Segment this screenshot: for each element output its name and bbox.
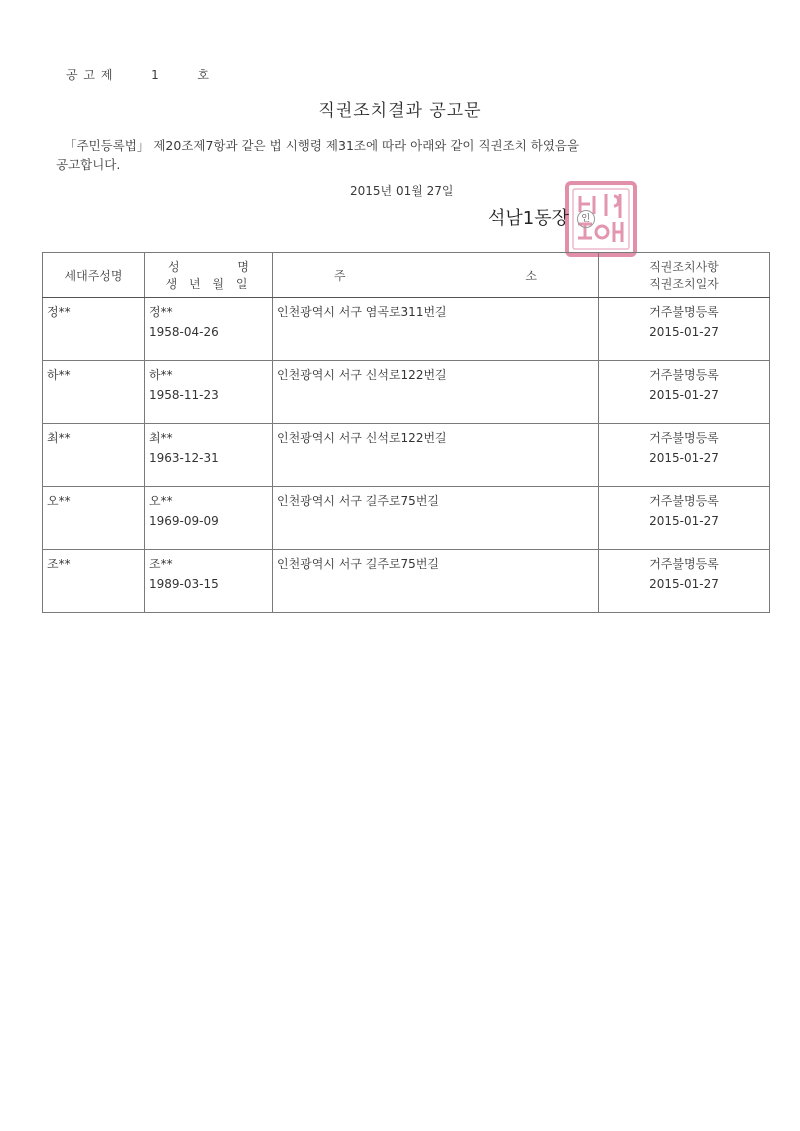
notice-body-line-2: 공고합니다.: [56, 157, 121, 172]
row-action-type: 거주불명등록: [649, 305, 719, 319]
row-action-type: 거주불명등록: [649, 431, 719, 445]
header-name-birth: [145, 253, 273, 298]
row-address: 인천광역시 서구 신석로122번길: [273, 424, 599, 487]
signer-title: 석남1동장: [488, 208, 570, 229]
row-address: 인천광역시 서구 길주로75번길: [273, 550, 599, 613]
notice-number-value: 1: [151, 68, 160, 82]
document-title: 직권조치결과 공고문: [318, 101, 482, 121]
header-action: [599, 253, 770, 298]
row-action: [599, 487, 770, 550]
header-action-bottom: 직권조치일자: [649, 277, 719, 291]
row-action-date: 2015-01-27: [649, 514, 719, 528]
row-action: [599, 424, 770, 487]
row-name-birth: [145, 424, 273, 487]
notice-number-suffix: 호: [197, 68, 210, 82]
row-name: 하**: [149, 368, 173, 382]
header-address-left: 주: [334, 268, 346, 283]
notice-body-line-1: 「주민등록법」 제20조제7항과 같은 법 시행령 제31조에 따라 아래와 같이 직권조치 하였음을: [64, 138, 580, 153]
row-action-date: 2015-01-27: [649, 577, 719, 591]
header-birth: 생 년 월 일: [165, 277, 252, 291]
table-row: [43, 550, 770, 613]
row-birth: 1969-09-09: [149, 514, 219, 528]
table-header-row: [43, 253, 770, 298]
records-table: [42, 252, 770, 613]
header-name-left: 성: [168, 260, 180, 274]
row-householder: 최**: [43, 424, 145, 487]
row-action-type: 거주불명등록: [649, 557, 719, 571]
row-address: 인천광역시 서구 길주로75번길: [273, 487, 599, 550]
row-name: 오**: [149, 494, 173, 508]
notice-body: [56, 136, 756, 174]
header-action-top: 직권조치사항: [649, 260, 719, 274]
row-action: [599, 550, 770, 613]
row-name: 정**: [149, 305, 173, 319]
row-name-birth: [145, 361, 273, 424]
row-name-birth: [145, 487, 273, 550]
row-name: 조**: [149, 557, 173, 571]
row-birth: 1989-03-15: [149, 577, 219, 591]
header-name-right: 명: [237, 260, 249, 274]
row-action: [599, 361, 770, 424]
row-action-date: 2015-01-27: [649, 388, 719, 402]
table-row: [43, 487, 770, 550]
signer-mark: 인: [577, 210, 595, 228]
row-birth: 1963-12-31: [149, 451, 219, 465]
row-address: 인천광역시 서구 염곡로311번길: [273, 298, 599, 361]
notice-number-prefix: 공 고 제: [66, 68, 114, 82]
row-name: 최**: [149, 431, 173, 445]
row-householder: 조**: [43, 550, 145, 613]
row-householder: 하**: [43, 361, 145, 424]
table-row: [43, 424, 770, 487]
header-address: [273, 253, 599, 298]
row-birth: 1958-11-23: [149, 388, 219, 402]
row-householder: 오**: [43, 487, 145, 550]
row-birth: 1958-04-26: [149, 325, 219, 339]
row-name-birth: [145, 298, 273, 361]
table-row: [43, 361, 770, 424]
header-address-right: 소: [525, 268, 537, 283]
row-action-date: 2015-01-27: [649, 451, 719, 465]
notice-date: 2015년 01월 27일: [350, 184, 454, 198]
row-action-date: 2015-01-27: [649, 325, 719, 339]
row-householder: 정**: [43, 298, 145, 361]
row-name-birth: [145, 550, 273, 613]
row-address: 인천광역시 서구 신석로122번길: [273, 361, 599, 424]
signer: [488, 204, 595, 230]
row-action-type: 거주불명등록: [649, 368, 719, 382]
row-action-type: 거주불명등록: [649, 494, 719, 508]
row-action: [599, 298, 770, 361]
header-householder: 세대주성명: [43, 253, 145, 298]
notice-number: [66, 66, 210, 83]
table-row: [43, 298, 770, 361]
